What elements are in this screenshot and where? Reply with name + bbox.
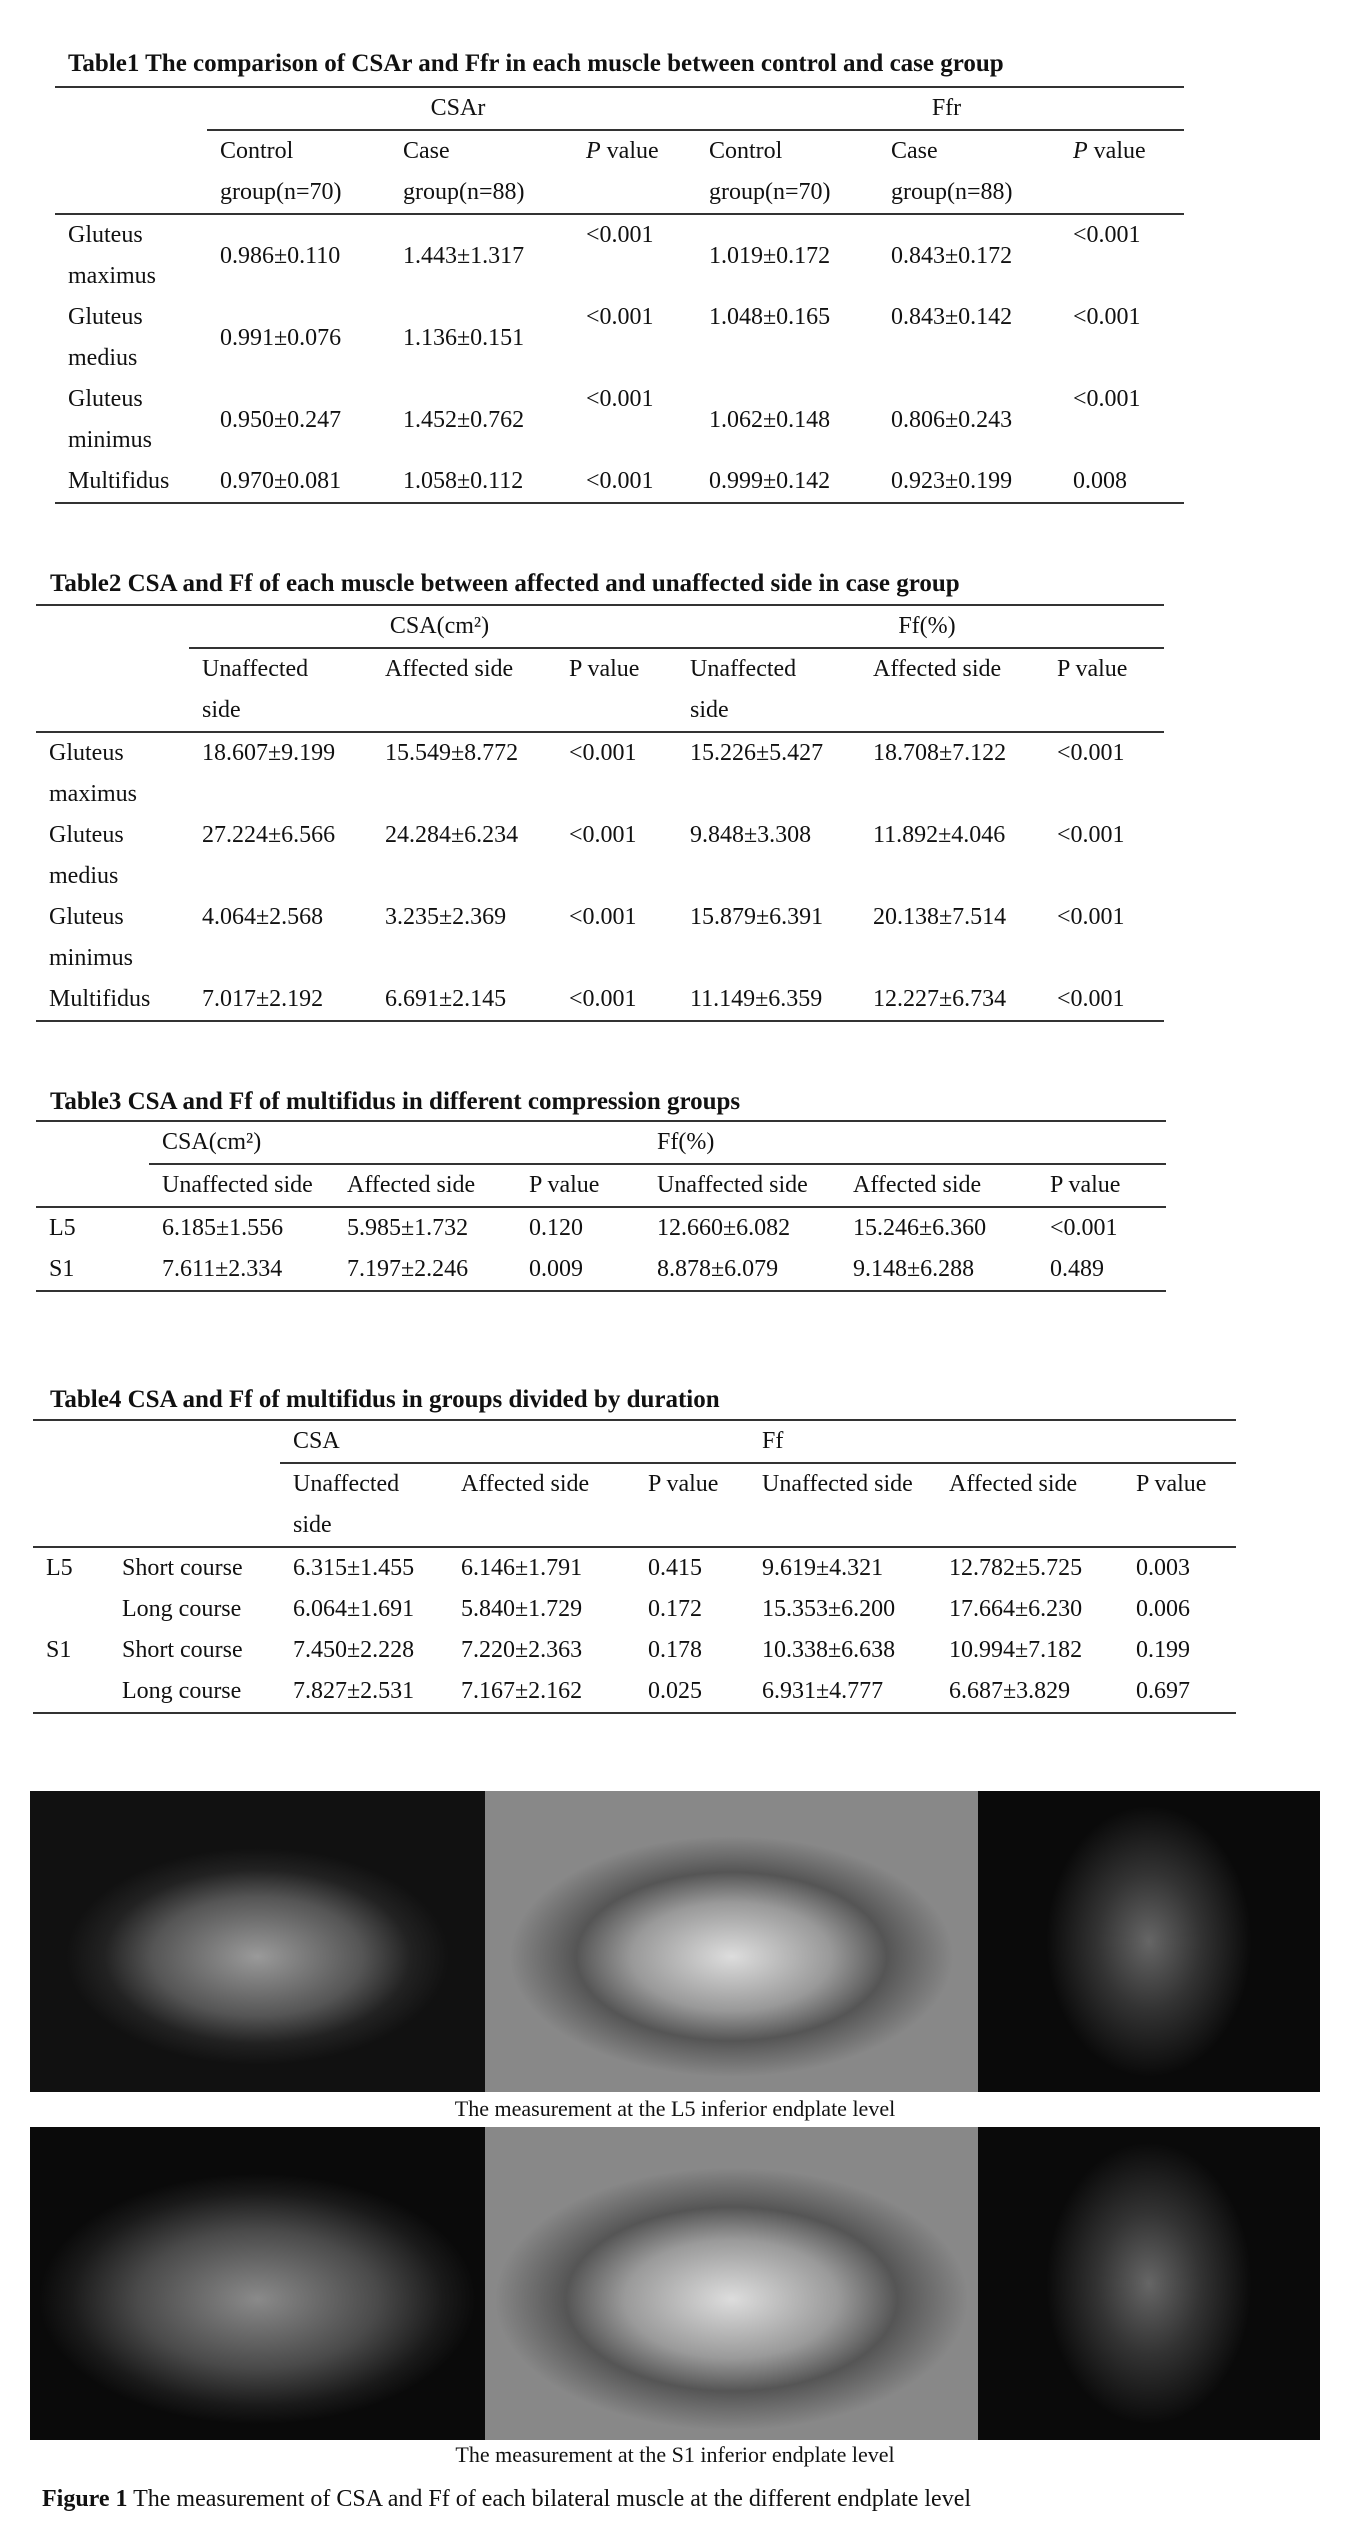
table-cell: 0.950±0.247 — [220, 406, 342, 433]
table2 — [36, 604, 1164, 1022]
row-label: Gluteus medius — [68, 304, 143, 371]
table-cell: 15.879±6.391 — [690, 904, 824, 930]
table-cell: 1.048±0.165 — [709, 304, 831, 330]
group-header: CSA(cm²) — [149, 1121, 644, 1164]
table-cell: <0.001 — [586, 304, 654, 330]
mri-axial-l5-ff-image — [485, 1791, 978, 2092]
table-cell: 20.138±7.514 — [873, 904, 1007, 930]
column-header: Affected side — [372, 648, 556, 732]
table-cell: 24.284±6.234 — [385, 822, 519, 848]
table-cell: 0.697 — [1123, 1671, 1236, 1713]
table-cell: 4.064±2.568 — [202, 904, 324, 930]
figure-label: Figure 1 — [42, 2486, 128, 2512]
table-cell: 15.226±5.427 — [690, 740, 824, 766]
table-cell: 1.058±0.112 — [390, 461, 573, 503]
table-cell: <0.001 — [1050, 1215, 1118, 1241]
table-cell: <0.001 — [586, 222, 654, 248]
table-row — [36, 815, 1164, 897]
row-label: Gluteus maximus — [49, 740, 137, 807]
table4-title: Table4 CSA and Ff of multifidus in groups divided by duration — [50, 1386, 720, 1413]
table-cell: 0.970±0.081 — [207, 461, 390, 503]
table2-title: Table2 CSA and Ff of each muscle between affected and unaffected side in case group — [50, 570, 960, 597]
row-label: Gluteus maximus — [68, 222, 156, 289]
table-row — [36, 732, 1164, 815]
group-header: CSA — [280, 1420, 749, 1463]
table-cell: 0.003 — [1136, 1555, 1190, 1581]
table-row — [33, 1547, 1236, 1589]
table-row — [36, 1207, 1166, 1249]
table-cell: 1.062±0.148 — [709, 406, 831, 433]
column-header: Affected side — [936, 1463, 1123, 1547]
level-label: S1 — [46, 1637, 72, 1663]
table-cell: 6.691±2.145 — [372, 979, 556, 1021]
table-cell: <0.001 — [1057, 822, 1125, 848]
table-cell: 0.843±0.172 — [891, 242, 1013, 269]
column-header: P value — [1037, 1164, 1166, 1207]
column-header: Unaffected side — [749, 1463, 936, 1547]
column-header: P value — [1044, 648, 1164, 732]
table-row — [33, 1589, 1236, 1630]
table-cell: 11.892±4.046 — [873, 822, 1006, 848]
column-header: Unaffected side — [677, 648, 860, 732]
table-cell: 7.611±2.334 — [149, 1249, 334, 1291]
table-cell: 18.708±7.122 — [873, 740, 1007, 766]
table-cell: 12.782±5.725 — [949, 1555, 1083, 1581]
course-label: Long course — [122, 1596, 242, 1622]
level-label — [33, 1589, 109, 1630]
column-header: Affected side — [448, 1463, 635, 1547]
column-header: Affected side — [840, 1164, 1037, 1207]
column-header: P value — [573, 130, 696, 214]
table-cell: <0.001 — [569, 904, 637, 930]
table-cell: 0.991±0.076 — [220, 324, 342, 351]
column-header: P value — [516, 1164, 644, 1207]
table-cell: <0.001 — [569, 822, 637, 848]
level-label: L5 — [46, 1555, 73, 1581]
level-label — [33, 1671, 109, 1713]
column-header: Affected side — [334, 1164, 516, 1207]
table-cell: 8.878±6.079 — [644, 1249, 840, 1291]
table-cell: 0.120 — [529, 1215, 583, 1241]
table-cell: 5.985±1.732 — [347, 1215, 469, 1241]
table-cell: 0.806±0.243 — [891, 406, 1013, 433]
table-row — [55, 297, 1184, 379]
column-header: Control group(n=70) — [207, 130, 390, 214]
table-cell: 1.452±0.762 — [403, 406, 525, 433]
course-label: Long course — [109, 1671, 280, 1713]
table-cell: <0.001 — [586, 386, 654, 412]
table-cell: <0.001 — [1044, 979, 1164, 1021]
row-label: Gluteus medius — [49, 822, 124, 889]
table-cell: 0.008 — [1060, 461, 1184, 503]
table-cell: <0.001 — [556, 979, 677, 1021]
table-cell: 7.017±2.192 — [189, 979, 372, 1021]
table-cell: 9.619±4.321 — [762, 1555, 884, 1581]
table-cell: 9.848±3.308 — [690, 822, 812, 848]
column-header: Unaffected side — [280, 1463, 448, 1547]
table-cell: 6.064±1.691 — [293, 1596, 415, 1622]
group-header: Ff — [749, 1420, 1236, 1463]
table-cell: 0.009 — [516, 1249, 644, 1291]
table-row — [55, 214, 1184, 297]
table-row — [55, 461, 1184, 503]
column-header: P value — [556, 648, 677, 732]
figure-caption-text: The measurement of CSA and Ff of each bilateral muscle at the different endplate level — [127, 2486, 972, 2512]
table-cell: 15.549±8.772 — [385, 740, 519, 766]
table-cell: 15.246±6.360 — [853, 1215, 987, 1241]
caption-s1: The measurement at the S1 inferior endplate level — [455, 2442, 895, 2467]
table3-title: Table3 CSA and Ff of multifidus in different compression groups — [50, 1088, 741, 1115]
group-header: CSAr — [207, 87, 696, 130]
row-label: Gluteus minimus — [49, 904, 134, 971]
table4 — [33, 1419, 1236, 1714]
mri-axial-s1-ff-image — [485, 2127, 978, 2440]
group-header: Ff(%) — [644, 1121, 1166, 1164]
column-header: Case group(n=88) — [878, 130, 1060, 214]
table-cell: <0.001 — [569, 740, 637, 766]
group-header: Ffr — [696, 87, 1184, 130]
table-cell: 6.185±1.556 — [162, 1215, 284, 1241]
table-cell: 6.315±1.455 — [293, 1555, 415, 1581]
table-cell: 0.006 — [1136, 1596, 1190, 1622]
table-cell: 6.146±1.791 — [461, 1555, 583, 1581]
row-label: S1 — [36, 1249, 149, 1291]
column-header: Case group(n=88) — [390, 130, 573, 214]
table-cell: <0.001 — [1073, 304, 1141, 330]
mri-axial-l5-t2-image — [30, 1791, 485, 2092]
table-cell: 0.199 — [1136, 1637, 1190, 1663]
table-cell: 15.353±6.200 — [762, 1596, 896, 1622]
table3 — [36, 1120, 1166, 1292]
table-cell: 7.197±2.246 — [334, 1249, 516, 1291]
course-label: Short course — [122, 1555, 243, 1581]
table1-title: Table1 The comparison of CSAr and Ffr in each muscle between control and case group — [68, 50, 1004, 77]
column-header: P value — [635, 1463, 749, 1547]
table-cell: 9.148±6.288 — [840, 1249, 1037, 1291]
table-cell: <0.001 — [1073, 222, 1141, 248]
table-cell: 7.450±2.228 — [293, 1637, 415, 1663]
row-label: Gluteus minimus — [68, 386, 153, 453]
table-cell: <0.001 — [1057, 740, 1125, 766]
table-row — [36, 897, 1164, 979]
row-label: Multifidus — [36, 979, 189, 1021]
mri-axial-s1-t2-image — [30, 2127, 485, 2440]
table-cell: <0.001 — [1057, 904, 1125, 930]
table-cell: 0.178 — [648, 1637, 702, 1663]
table-cell: 0.489 — [1037, 1249, 1166, 1291]
caption-l5: The measurement at the L5 inferior endplate level — [454, 2096, 896, 2121]
column-header: Unaffected side — [644, 1164, 840, 1207]
table-cell: 10.994±7.182 — [949, 1637, 1083, 1663]
table-cell: 1.443±1.317 — [403, 242, 525, 269]
table-row — [36, 1249, 1166, 1291]
table-cell: 0.415 — [648, 1555, 702, 1581]
table-cell: 6.931±4.777 — [749, 1671, 936, 1713]
table-cell: 7.827±2.531 — [280, 1671, 448, 1713]
column-header: Affected side — [860, 648, 1044, 732]
table-row — [55, 379, 1184, 461]
table-cell: 12.227±6.734 — [860, 979, 1044, 1021]
mri-coronal-s1-image — [978, 2127, 1320, 2440]
table-row — [33, 1630, 1236, 1671]
table-cell: 0.025 — [635, 1671, 749, 1713]
table-cell: 10.338±6.638 — [762, 1637, 896, 1663]
table1 — [55, 86, 1184, 504]
table-cell: 27.224±6.566 — [202, 822, 336, 848]
table-row — [33, 1671, 1236, 1713]
table-cell: 3.235±2.369 — [385, 904, 507, 930]
table-cell: 5.840±1.729 — [461, 1596, 583, 1622]
table-cell: 6.687±3.829 — [936, 1671, 1123, 1713]
table-cell: 18.607±9.199 — [202, 740, 336, 766]
table-cell: 12.660±6.082 — [657, 1215, 791, 1241]
table-cell: 0.923±0.199 — [878, 461, 1060, 503]
group-header: Ff(%) — [677, 605, 1164, 648]
table-cell: 0.172 — [648, 1596, 702, 1622]
column-header: Unaffected side — [189, 648, 372, 732]
table-cell: 7.220±2.363 — [461, 1637, 583, 1663]
table-row — [36, 979, 1164, 1021]
row-label: Multifidus — [55, 461, 207, 503]
column-header: Control group(n=70) — [696, 130, 878, 214]
table-cell: 7.167±2.162 — [448, 1671, 635, 1713]
column-header: Unaffected side — [149, 1164, 334, 1207]
table-cell: 1.019±0.172 — [709, 242, 831, 269]
course-label: Short course — [122, 1637, 243, 1663]
figure-caption — [42, 2486, 971, 2513]
table-cell: 0.999±0.142 — [696, 461, 878, 503]
mri-coronal-l5-image — [978, 1791, 1320, 2092]
table-cell: 17.664±6.230 — [949, 1596, 1083, 1622]
table-cell: 11.149±6.359 — [677, 979, 860, 1021]
table-cell: 0.843±0.142 — [891, 304, 1013, 330]
table-cell: <0.001 — [573, 461, 696, 503]
column-header: P value — [1060, 130, 1184, 214]
group-header: CSA(cm²) — [189, 605, 677, 648]
table-cell: <0.001 — [1073, 386, 1141, 412]
table-cell: 1.136±0.151 — [403, 324, 525, 351]
table-cell: 0.986±0.110 — [220, 242, 341, 269]
column-header: P value — [1123, 1463, 1236, 1547]
row-label: L5 — [49, 1215, 76, 1241]
